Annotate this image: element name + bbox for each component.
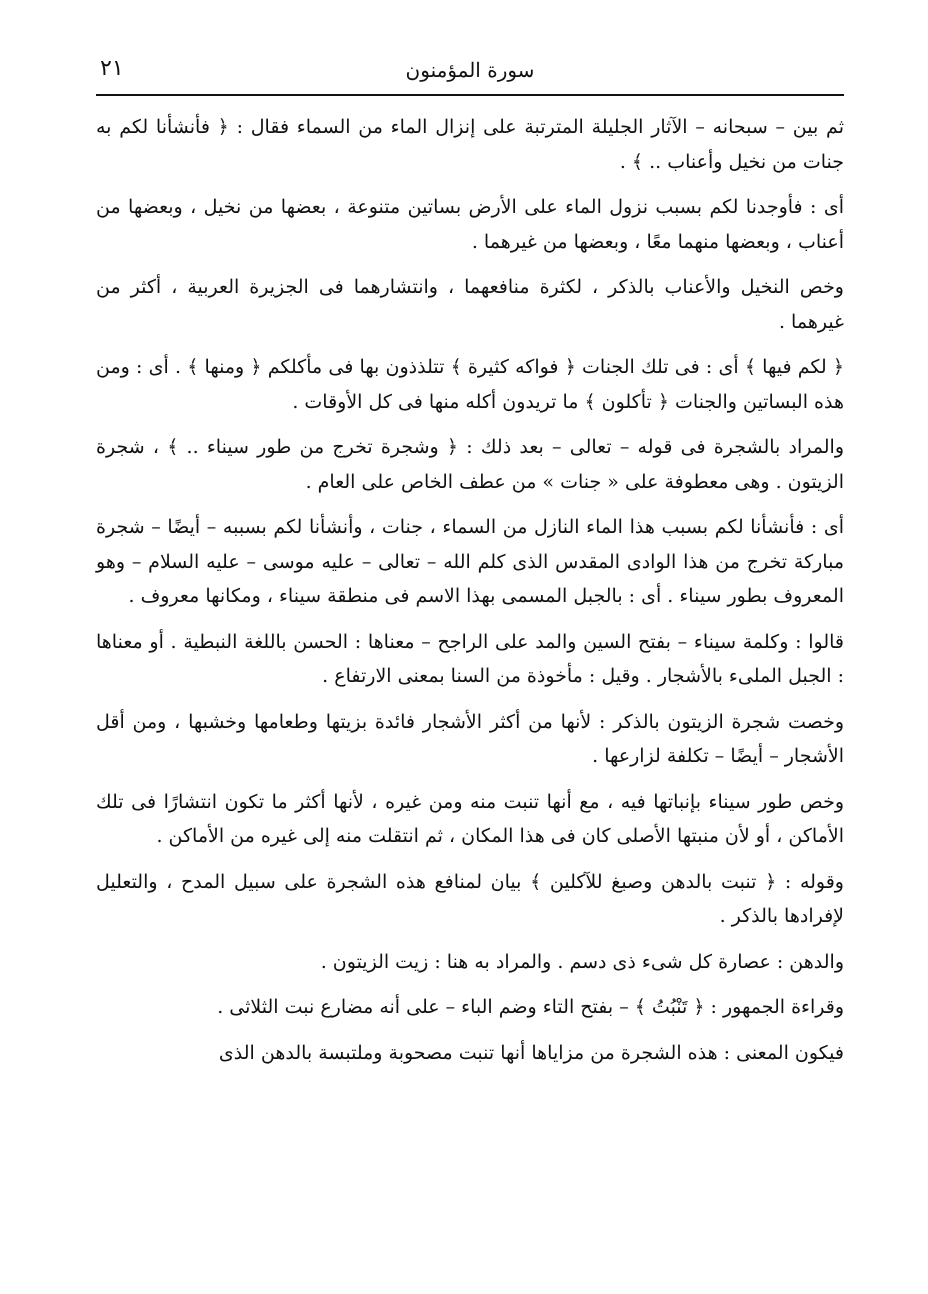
paragraph: أى : فأنشأنا لكم بسبب هذا الماء النازل من السماء ، جنات ، وأنشأنا لكم بسببه – أيضًا – شجرة مباركة تخرج من هذا الوادى المقدس الذى كلم الله – تعالى – عليه موسى – عليه السلام – وهو المعروف بطور سيناء . أى : بالجبل المسمى بهذا الاسم فى منطقة سيناء ، ومكانها معروف . xyxy=(96,516,844,607)
paragraph: ﴿ لكم فيها ﴾ أى : فى تلك الجنات ﴿ فواكه كثيرة ﴾ تتلذذون بها فى مأكلكم ﴿ ومنها ﴾ . أى : ومن هذه البساتين والجنات ﴿ تأكلون ﴾ ما تريدون أكله منها فى كل الأوقات . xyxy=(96,356,844,413)
paragraph: وخص النخيل والأعناب بالذكر ، لكثرة منافعهما ، وانتشارهما فى الجزيرة العربية ، أكثر من غيرهما . xyxy=(96,276,844,333)
paragraph: والمراد بالشجرة فى قوله – تعالى – بعد ذلك : ﴿ وشجرة تخرج من طور سيناء .. ﴾ ، شجرة الزيتون . وهى معطوفة على « جنات » من عطف الخاص على العام . xyxy=(96,436,844,493)
paragraph: وخص طور سيناء بإنباتها فيه ، مع أنها تنبت منه ومن غيره ، لأنها أكثر ما تكون انتشارًا فى تلك الأماكن ، أو لأن منبتها الأصلى كان فى هذا المكان ، ثم انتقلت منه إلى غيره من الأماكن . xyxy=(96,790,844,847)
paragraph: فيكون المعنى : هذه الشجرة من مزاياها أنها تنبت مصحوبة وملتبسة بالدهن الذى xyxy=(218,1041,844,1064)
paragraph: قالوا : وكلمة سيناء – بفتح السين والمد على الراجح – معناها : الحسن باللغة النبطية . أو معناها : الجبل الملىء بالأشجار . وقيل : مأخوذة من السنا بمعنى الارتفاع . xyxy=(96,630,844,687)
page-body xyxy=(96,110,844,1081)
paragraph: ثم بين – سبحانه – الآثار الجليلة المترتبة على إنزال الماء من السماء فقال : ﴿ فأنشأنا لكم به جنات من نخيل وأعناب .. ﴾ . xyxy=(96,116,844,173)
paragraph: وقوله : ﴿ تنبت بالدهن وصبغ للآكلين ﴾ بيان لمنافع هذه الشجرة على سبيل المدح ، والتعليل لإفرادها بالذكر . xyxy=(96,870,844,927)
paragraph: وخصت شجرة الزيتون بالذكر : لأنها من أكثر الأشجار فائدة بزيتها وطعامها وخشبها ، ومن أقل الأشجار – أيضًا – تكلفة لزارعها . xyxy=(96,710,844,767)
page-number: ٢١ xyxy=(100,56,124,81)
paragraph: أى : فأوجدنا لكم بسبب نزول الماء على الأرض بساتين متنوعة ، بعضها من نخيل ، وبعضها من أعناب ، وبعضها منهما معًا ، وبعضها من غيرهما . xyxy=(96,196,844,253)
page-header xyxy=(96,52,844,92)
paragraph: والدهن : عصارة كل شىء ذى دسم . والمراد به هنا : زيت الزيتون . xyxy=(320,950,844,973)
paragraph: وقراءة الجمهور : ﴿ تَنْبُتُ ﴾ – بفتح التاء وضم الباء – على أنه مضارع نبت الثلاثى . xyxy=(217,996,844,1018)
surah-title: سورة المؤمنون xyxy=(405,58,535,82)
header-rule xyxy=(96,94,844,96)
